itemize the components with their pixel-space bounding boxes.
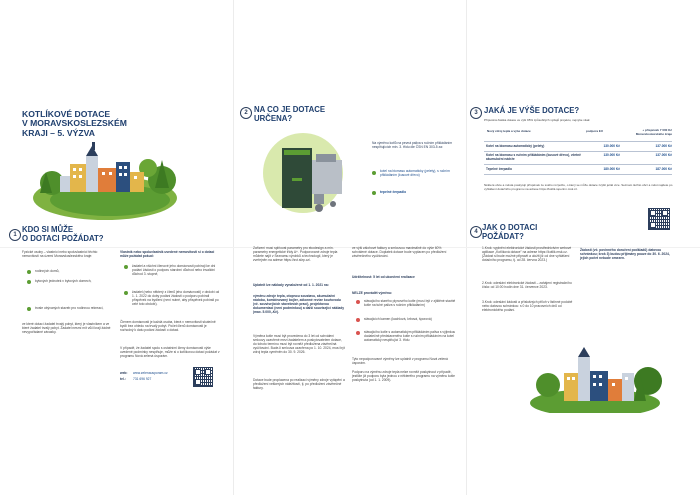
step-3-text: 3.Krok: odeslání žádosti a příslušných příloh v listinné podobě nebo datovou schránkou: s 0 do 10 pracovních dnů od elektronického podání.: [482, 300, 573, 313]
step-number: 4: [470, 226, 482, 238]
table-header-region: + příspěvek 7 000 Kč Moravskoslezského kraje: [635, 128, 672, 136]
panel6-para3: Výměna kotle musí být provedena do 3 let od schválení smlouvy uzavřené mezi žadatelem a poskytovatelem dotace, do tohoto termínu musí být rovněž předložena závěrečná vyúčtování. Bude-li smlouva uzavřena po 1. 10. 2024, musí být zdroj tepla vyměněn do 30. 9. 2026.: [253, 334, 345, 355]
panel5-para1: Členem domácnosti je každá osoba, která v nemovitosti skutečně bydlí bez ohledu na trvalý pobyt. Počet členů domácnosti je rozhodný k datu podání žádosti o dotaci.: [120, 320, 216, 333]
table-row-eu: 130.000 Kč: [603, 153, 620, 157]
panel1-title: [22, 110, 172, 138]
deadline-note: Žádosti (vč. povinného doručení podkladů) datovou schránkou; krok 3) budou přijímány pouze do 30. 6. 2024, jejich počet nebude omezen.: [580, 248, 670, 261]
panel7-head2: NELZE provádět výměnu:: [352, 291, 393, 295]
cross-icon: [356, 300, 360, 304]
cross-icon: [356, 331, 360, 335]
step-number: 1: [9, 229, 21, 241]
panel7-para2: Tyto nepodporované výměny lze uplatnit v programu Nová zelená úsporám.: [352, 357, 448, 366]
web-label: web:: [120, 371, 128, 375]
table-row-label: Kotel na biomasu s ručním přikládáním (kusové dřevo), včetně akumulační nádrže: [486, 153, 581, 161]
option-heat-pump: tepelné čerpadlo: [380, 190, 407, 194]
table-divider: [484, 141, 672, 142]
panel7-para1: ve výši zálohové faktury a smlouvou maximálně do výše 60% schválené dotace. Doplatek dotace bude vyplacen po předložení závěrečného vyúčtování.: [352, 246, 447, 259]
title-line: POŽÁDAT?: [482, 231, 524, 241]
title-line: V MORAVSKOSLEZSKÉM: [22, 118, 127, 129]
panel2-title: [254, 106, 374, 123]
panel3-title: JAKÁ JE VÝŠE DOTACE?: [484, 106, 580, 115]
qr-finder: [195, 369, 201, 375]
table-row-total: 187.000 Kč: [655, 167, 672, 171]
list-item: trvale obývaných staveb pro rodinnou rekreaci,: [35, 306, 104, 310]
table-row-label: Tepelné čerpadlo: [486, 167, 512, 171]
title-line: NA CO JE DOTACE: [254, 105, 326, 114]
table-divider: [484, 151, 672, 152]
panel3-note: Některé obce a města poskytují příspěvek ze svého rozpočtu, o který se může dotace zvýšit ještě více. Seznam těchto obcí a měst najdete po vyhlášení dotačního programu na adrese https://kotlik-ioperinn.msk.cz.: [484, 183, 673, 191]
forbidden-item: stávajících kamen (kachlová, krbová, šporová): [364, 317, 432, 321]
title-line: KRAJI – 5. VÝZVA: [22, 127, 95, 138]
table-divider: [484, 174, 672, 175]
condition-item: žadatel (nebo některý z členů jeho domácnosti) v období od 1. 1. 2022 do doby podání žádosti o podporu pobírali příspěvek na bydlení (není nutné, aby příspěvek pobírali po celé toto období).: [132, 290, 220, 307]
tel-number[interactable]: 731 696 927: [133, 377, 152, 381]
forbidden-item: stávajícího starého plynového kotle (musí být v zjištěné stavbě kotle na tuhé paliva s ručním přikládáním): [364, 299, 456, 308]
qr-finder: [205, 369, 211, 375]
list-item: bytových jednotek v bytových domech,: [35, 279, 92, 283]
check-icon: [372, 191, 376, 195]
check-icon: [124, 291, 128, 295]
panel6-para2: výměnu zdroje tepla, otopnou soustavu, akumulační nádobu, kombinovaný bojler, zákonné revize kouřovodu (vč. souvisejících stavebních prací), projektovou dokumentaci (není podmínkou) a další související náklady (max. 5.000,-Kč).: [253, 294, 345, 315]
option-biomass: kotel na biomasu automaticky (pelety), s ručním přikládáním (kusové dřevo): [380, 169, 450, 178]
panel7-para3: Podporu na výměnu zdroje tepla nelze rovněž poskytnout v případě, jestliže již podporu byla jednou z některého programu na výměnu kotle poskytnuta (od 1. 1. 2009).: [352, 370, 455, 383]
forbidden-item: stávajícího kotle s automatickým přikládáním paliva s výjimkou dodatečně představeného kotle s ručním přikládáním na kotel automatický nesplňující 3. třídu: [364, 330, 456, 343]
boiler-illustration: [258, 128, 358, 223]
check-icon: [372, 171, 376, 175]
panel2-intro: Na výměnu kotlů na pevná paliva s ručním přikládáním nesplňujících min. 3. třídu dle ČSN EN 303-5 za:: [372, 141, 453, 150]
town-illustration: [530, 343, 665, 413]
list-item: rodinných domů,: [35, 269, 60, 273]
title-line: O DOTACI POŽÁDAT?: [22, 233, 104, 243]
qr-finder: [662, 210, 668, 216]
qr-code: [193, 367, 213, 387]
table-row-total: 137.000 Kč: [655, 144, 672, 148]
panel4-note: ve které dotací žadatel trvalý pobyt, který je vlastníkem a ve které žadatel trvalý pobyt. Žadatel nesmí mít vůči kraji žádné nevypořádané závazky.: [22, 322, 111, 335]
title-line: URČENA?: [254, 113, 293, 123]
step-2-text: 2.Krok: odeslání elektronické žádosti – zahájení registračního čísla: od 10:00 hodin dne 31. července 2023.: [482, 281, 572, 290]
table-row-eu: 130.000 Kč: [603, 144, 620, 148]
panel4-intro: Fyzické osoby – vlastníci nebo spoluvlastníci těchto nemovitostí na území Moravskoslezského kraje:: [22, 250, 98, 259]
cross-icon: [356, 318, 360, 322]
step-number: 2: [240, 107, 252, 119]
town-illustration: [30, 138, 180, 220]
panel4-title: [22, 226, 152, 243]
bullet-icon: [27, 280, 31, 284]
panel5-para2: V případě, že žadatel spolu s ostatními členy domácnosti výše uvedené podmínky nesplňuje, může si o kotlíkovou dotaci požádat v programu Nová zelená úsporám.: [120, 346, 220, 359]
panel6-para1: Zařízení musí splňovat parametry pro ekodesign a min. parametry energetické třídy A+. Podporované zdroje tepla můžete najít v Seznamu výrobků a technologií, který je zveřejněn na adrese https://svt.sfzp.cz/.: [253, 246, 338, 263]
table-header-source: Nový zdroj tepla a výše dotace: [487, 129, 531, 133]
qr-finder: [650, 222, 656, 228]
table-row-eu: 180.000 Kč: [603, 167, 620, 171]
table-row-total: 137.000 Kč: [655, 153, 672, 157]
panel7-head1: Udržitelnost: 5 let od ukončení realizace: [352, 275, 415, 279]
title-line: JAK O DOTACI: [482, 223, 538, 232]
web-link[interactable]: www.zelenausporam.cz: [133, 371, 168, 375]
step-number: 3: [470, 107, 482, 119]
qr-finder: [195, 379, 201, 385]
panel6-para4: Dotace bude proplacena po realizaci výměny zdroje vytápění a předložení veškerých náležitostí, tj. po předložení závěrečné faktury.: [253, 378, 345, 391]
panel6-head: Uplatnit lze náklady vynaložené od 1. 1. 2021 na:: [253, 283, 329, 287]
panel8-title: [482, 224, 582, 241]
bullet-icon: [27, 270, 31, 274]
tel-label: tel.:: [120, 377, 126, 381]
bullet-icon: [27, 307, 31, 311]
panel3-intro: Přípustná částka dotace ve výši 95% způsobilých výdajů projektu, nejvýše však:: [484, 118, 591, 122]
qr-code: [648, 208, 670, 230]
panel5-head: Vlastník nebo spoluvlastník uvedené nemovitosti si o dotaci může požádat pokud:: [120, 250, 215, 259]
table-row-label: Kotel na biomasu automatický (pelety): [486, 144, 545, 148]
check-icon: [124, 265, 128, 269]
condition-item: žadatel a všichni členové jeho domácnosti pobírají ke dni podání žádosti o podporu starobní důchod nebo invalidní důchod 3. stupně,: [132, 264, 216, 277]
title-line: KOTLÍKOVÉ DOTACE: [22, 109, 111, 119]
qr-finder: [650, 210, 656, 216]
step-1-text: 1.Krok: vyplnění elektronické žádosti prostřednictvím webové aplikace „Kotlíková dotace" na adrese https://kotlik.msk.cz. (Žádost si bude možné připravit a uložit již od dne vyhlášení dotačního programu, tj. od 28. června 2023.): [482, 246, 572, 263]
table-divider: [484, 164, 672, 165]
title-line: KDO SI MŮŽE: [22, 225, 74, 234]
table-header-eu: podpora EU: [586, 129, 603, 133]
